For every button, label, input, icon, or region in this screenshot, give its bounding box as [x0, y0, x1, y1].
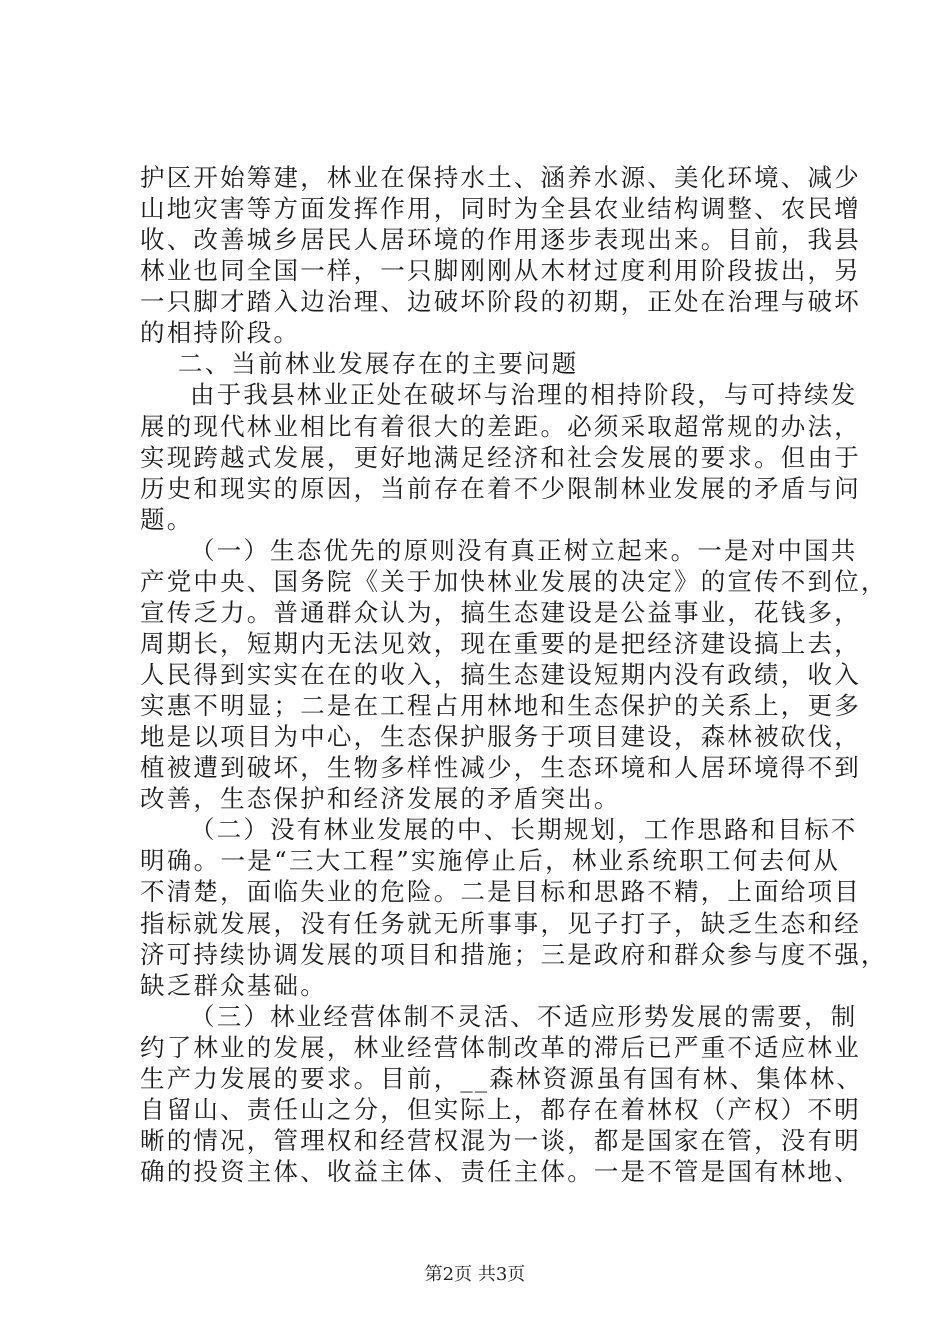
text-line: 产党中央、国务院《关于加快林业发展的决定》的宣传不到位，	[140, 567, 888, 596]
text-line: 约了林业的发展，林业经营体制改革的滞后已严重不适应林业	[140, 1033, 861, 1062]
text-line: 自留山、责任山之分，但实际上，都存在着林权（产权）不明	[140, 1095, 861, 1124]
text-line: 济可持续协调发展的项目和措施；三是政府和群众参与度不强，	[140, 940, 888, 969]
page-footer: 第2页 共3页	[424, 1264, 526, 1285]
text-line: 人民得到实实在在的收入，搞生态建设短期内没有政绩，收入	[140, 660, 861, 689]
text-line: 实现跨越式发展，更好地满足经济和社会发展的要求。但由于	[140, 443, 861, 472]
text-line: 植被遭到破坏，生物多样性减少，生态环境和人居环境得不到	[140, 753, 861, 782]
text-line: 题。	[140, 505, 194, 534]
text-line: 缺乏群众基础。	[140, 971, 327, 1000]
text-line: 周期长，短期内无法见效，现在重要的是把经济建设搞上去，	[140, 629, 861, 658]
text-line: 晰的情况，管理权和经营权混为一谈，都是国家在管，没有明	[140, 1126, 861, 1155]
text-line: 不清楚，面临失业的危险。二是目标和思路不精，上面给项目	[140, 877, 861, 906]
text-line: 地是以项目为中心，生态保护服务于项目建设，森林被砍伐，	[140, 722, 861, 751]
text-line: 由于我县林业正处在破坏与治理的相持阶段，与可持续发	[190, 380, 858, 409]
text-line: 山地灾害等方面发挥作用，同时为全县农业结构调整、农民增	[140, 194, 861, 223]
text-line: 一只脚才踏入边治理、边破坏阶段的初期，正处在治理与破坏	[140, 287, 861, 316]
text-line: 的相持阶段。	[140, 318, 301, 347]
text-line: （三）林业经营体制不灵活、不适应形势发展的需要，制	[190, 1002, 858, 1031]
text-line: 实惠不明显；二是在工程占用林地和生态保护的关系上，更多	[140, 691, 861, 720]
text-line: 历史和现实的原因，当前存在着不少限制林业发展的矛盾与问	[140, 474, 861, 503]
text-line: 收、改善城乡居民人居环境的作用逐步表现出来。目前，我县	[140, 225, 861, 254]
text-line: 确的投资主体、收益主体、责任主体。一是不管是国有林地、	[140, 1157, 861, 1186]
text-line: （一）生态优先的原则没有真正树立起来。一是对中国共	[190, 536, 858, 565]
text-line: 林业也同全国一样，一只脚刚刚从木材过度利用阶段拔出，另	[140, 256, 861, 285]
text-line: 宣传乏力。普通群众认为，搞生态建设是公益事业，花钱多，	[140, 598, 861, 627]
text-line: 生产力发展的要求。目前，__森林资源虽有国有林、集体林、	[140, 1064, 864, 1093]
text-line: 改善，生态保护和经济发展的矛盾突出。	[140, 784, 621, 813]
text-line: 展的现代林业相比有着很大的差距。必须采取超常规的办法，	[140, 412, 861, 441]
text-line: 指标就发展，没有任务就无所事事，见子打子，缺乏生态和经	[140, 909, 861, 938]
text-line: 明确。一是“三大工程”实施停止后，林业系统职工何去何从	[140, 846, 840, 875]
section-heading: 二、当前林业发展存在的主要问题	[178, 349, 579, 378]
text-line: （二）没有林业发展的中、长期规划，工作思路和目标不	[190, 815, 858, 844]
text-line: 护区开始筹建，林业在保持水土、涵养水源、美化环境、减少	[140, 163, 861, 192]
